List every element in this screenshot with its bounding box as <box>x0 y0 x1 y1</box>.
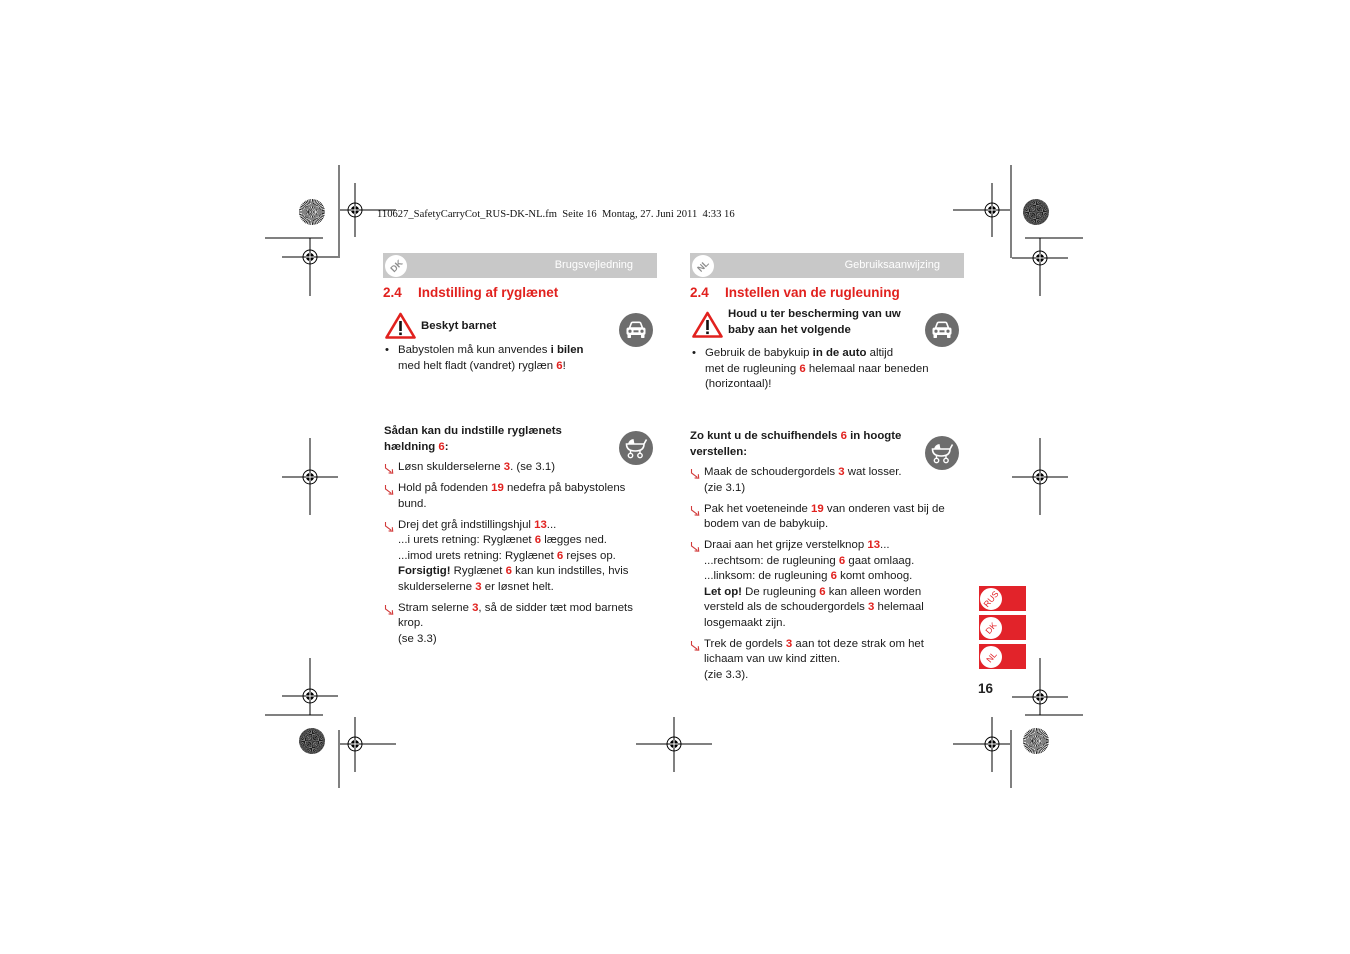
text-run: (zie 3.3). <box>704 668 749 681</box>
text-line <box>704 585 945 601</box>
part-number-ref: 6 <box>840 430 847 442</box>
step-arrow-icon <box>690 468 701 479</box>
part-number-ref: 6 <box>556 549 564 562</box>
language-tab-badge <box>979 587 1003 611</box>
text-line <box>704 465 945 481</box>
step-text <box>398 518 633 596</box>
text-run: er løsnet helt. <box>481 580 554 593</box>
text-line <box>704 616 945 632</box>
text-run: skulderselerne <box>398 580 476 593</box>
part-number-ref: 3 <box>785 637 793 650</box>
text-line <box>704 538 945 554</box>
registration-mark <box>953 717 1010 772</box>
step-item <box>384 481 633 512</box>
step-text <box>704 465 945 496</box>
text-run: med helt fladt (vandret) ryglæn <box>398 359 557 372</box>
text-run: lægges ned. <box>541 534 607 546</box>
text-line <box>704 502 945 518</box>
manual-title: Brugsvejledning <box>554 259 633 271</box>
text-run: helemaal naar beneden <box>805 362 929 375</box>
part-number-ref: 13 <box>867 539 881 551</box>
text-run: Løsn skulderselerne <box>398 461 504 473</box>
registration-mark <box>953 183 1010 237</box>
language-badge-label: NL <box>695 257 711 274</box>
part-number-ref: 3 <box>868 601 875 613</box>
text-run: Maak de schoudergordels <box>704 466 839 478</box>
car-icon <box>619 313 653 347</box>
step-item <box>690 538 945 631</box>
part-number-ref: 6 <box>838 554 846 567</box>
text-run: rejses op. <box>563 549 616 562</box>
text-run: losgemaakt zijn. <box>704 616 786 629</box>
step-text <box>398 460 633 476</box>
section-heading <box>383 285 558 301</box>
text-line <box>398 533 633 549</box>
step-arrow-icon <box>384 484 395 495</box>
text-run: wat losser. <box>844 466 902 478</box>
bold-text: Houd u ter bescherming van uw <box>728 308 901 320</box>
text-run: Trek de gordels <box>704 637 786 650</box>
step-text <box>704 538 945 631</box>
text-run: aan tot deze strak om het <box>792 637 924 650</box>
text-run: Ryglænet <box>450 565 506 577</box>
part-number-ref: 19 <box>811 502 824 515</box>
bold-text: verstellen: <box>690 445 747 458</box>
starburst-target <box>1023 199 1049 225</box>
text-run: gaat omlaag. <box>845 554 915 567</box>
text-run: ...i urets retning: Ryglænet <box>398 534 535 546</box>
warning-triangle-icon <box>692 311 723 338</box>
section-heading <box>690 285 900 301</box>
text-run: kan kun indstilles, hvis <box>511 565 629 577</box>
text-run: versteld als de schoudergordels <box>704 601 868 613</box>
starburst-target <box>299 199 325 225</box>
text-line <box>704 600 945 616</box>
text-line <box>398 580 633 596</box>
text-line <box>398 497 633 513</box>
language-tab-badge <box>979 616 1003 640</box>
text-run: bund. <box>398 497 427 510</box>
warning-text <box>728 307 901 338</box>
text-line <box>398 359 584 375</box>
page-number: 16 <box>978 681 994 696</box>
warning-triangle-icon <box>385 312 416 339</box>
text-line <box>704 554 945 570</box>
text-line <box>704 668 945 684</box>
step-arrow-icon <box>384 604 395 615</box>
text-run: (se 3.3) <box>398 632 437 645</box>
text-run: (horizontaal)! <box>705 378 772 390</box>
bold-text: Beskyt barnet <box>421 320 497 332</box>
text-run: met de rugleuning <box>705 362 800 375</box>
language-tab-label: NL <box>983 649 999 664</box>
starburst-target <box>1023 728 1049 754</box>
section-header-bar <box>690 253 964 278</box>
text-run: Draai aan het grijze verstelknop <box>704 539 868 551</box>
language-tab-rus <box>979 586 1026 611</box>
bold-text: : <box>444 440 449 453</box>
section-header-bar <box>383 253 657 278</box>
text-line <box>690 429 901 445</box>
text-run: Gebruik de babykuip <box>705 347 813 359</box>
language-badge <box>385 255 407 277</box>
manual-title: Gebruiksaanwijzing <box>844 259 940 271</box>
section-title: Instellen van de rugleuning <box>725 285 900 300</box>
part-number-ref: 3 <box>472 601 479 614</box>
step-text <box>704 502 945 533</box>
text-run: Babystolen må kun anvendes <box>398 344 551 356</box>
text-run: Stram selerne <box>398 601 473 614</box>
registration-mark <box>1012 438 1068 515</box>
registration-mark <box>340 717 396 772</box>
language-tab-badge <box>979 645 1003 669</box>
text-run: De rugleuning <box>741 585 820 598</box>
text-line <box>690 445 901 461</box>
text-run: Drej det grå indstillingshjul <box>398 518 535 531</box>
step-item <box>690 502 945 533</box>
bold-text: Forsigtig! <box>398 565 451 577</box>
text-run: (zie 3.1) <box>704 481 746 494</box>
bold-text: in hoogte <box>846 430 902 442</box>
bullet-item <box>692 346 929 393</box>
car-icon <box>925 313 959 347</box>
text-run: Pak het voeteneinde <box>704 502 812 515</box>
section-number: 2.4 <box>690 285 709 300</box>
bold-text: Sådan kan du indstille ryglænets <box>384 425 562 437</box>
text-run: ...rechtsom: de rugleuning <box>704 554 839 567</box>
bold-text: baby aan het volgende <box>728 323 851 336</box>
part-number-ref: 6 <box>556 359 563 372</box>
step-arrow-icon <box>690 541 701 552</box>
bold-text: i bilen <box>550 344 584 356</box>
part-number-ref: 6 <box>534 534 542 546</box>
section-number: 2.4 <box>383 285 402 300</box>
text-run: helemaal <box>874 601 924 613</box>
part-number-ref: 19 <box>491 482 504 494</box>
text-line <box>398 601 633 617</box>
language-badge-label: DK <box>387 257 405 274</box>
text-line <box>398 481 633 497</box>
step-text <box>398 601 633 648</box>
text-run: Hold på fodenden <box>398 482 492 494</box>
text-line <box>398 343 584 359</box>
registration-mark <box>282 438 338 515</box>
text-line <box>704 517 945 533</box>
text-run: komt omhoog. <box>836 570 913 582</box>
text-line <box>398 460 633 476</box>
text-run: krop. <box>398 617 424 629</box>
language-badge <box>692 255 714 277</box>
starburst-target <box>299 728 325 754</box>
language-tab-dk <box>979 615 1026 640</box>
text-line <box>704 652 945 668</box>
text-line <box>728 307 901 323</box>
step-item <box>384 518 633 596</box>
text-line <box>704 637 945 653</box>
text-run: kan alleen worden <box>825 585 922 598</box>
text-line <box>398 632 633 648</box>
part-number-ref: 6 <box>830 570 837 582</box>
text-run: ! <box>562 359 566 372</box>
step-arrow-icon <box>384 521 395 532</box>
text-run: ... <box>880 539 890 551</box>
bold-text: Zo kunt u de schuifhendels <box>690 430 841 442</box>
text-line <box>705 362 929 378</box>
part-number-ref: 6 <box>799 362 806 375</box>
text-line <box>398 564 633 580</box>
bold-text: hældning <box>384 440 439 453</box>
instruction-subheading <box>690 429 901 460</box>
text-run: . (se 3.1) <box>510 461 556 473</box>
language-tab-label: DK <box>983 619 999 636</box>
text-run: altijd <box>866 347 894 359</box>
text-run: ...imod urets retning: Ryglænet <box>398 549 557 562</box>
text-run: van onderen vast bij de <box>823 502 945 515</box>
step-text <box>704 637 945 684</box>
step-list <box>690 465 945 689</box>
registration-mark <box>282 658 338 715</box>
text-line <box>398 518 633 534</box>
bold-text: Let op! <box>704 585 742 598</box>
text-line <box>705 346 929 362</box>
text-run: bodem van de babykuip. <box>704 518 829 530</box>
part-number-ref: 6 <box>438 440 445 453</box>
bold-text: in de auto <box>812 347 867 359</box>
text-run: ... <box>546 518 557 531</box>
text-line <box>384 424 562 440</box>
text-line <box>398 549 633 565</box>
step-arrow-icon <box>690 640 701 651</box>
step-item <box>384 601 633 648</box>
step-arrow-icon <box>384 463 395 474</box>
instruction-subheading <box>384 424 562 455</box>
registration-mark <box>1012 238 1068 296</box>
registration-mark <box>636 717 712 772</box>
part-number-ref: 6 <box>819 585 826 598</box>
warning-text <box>421 319 496 335</box>
text-line <box>705 377 929 393</box>
step-item <box>690 637 945 684</box>
part-number-ref: 3 <box>475 580 482 593</box>
text-run: lichaam van uw kind zitten. <box>704 653 841 665</box>
text-run: ...linksom: de rugleuning <box>704 570 831 582</box>
section-title: Indstilling af ryglænet <box>418 285 559 300</box>
part-number-ref: 13 <box>534 518 547 531</box>
language-tab-nl <box>979 644 1026 669</box>
text-run: nedefra på babystolens <box>503 482 626 494</box>
file-info-line: 110627_SafetyCarryCot_RUS-DK-NL.fm Seite 16 Montag, 27. Juni 2011 4:33 16 <box>377 209 735 220</box>
text-line <box>421 319 496 335</box>
step-arrow-icon <box>690 505 701 516</box>
text-run: , så de sidder tæt mod barnets <box>478 601 633 614</box>
language-tab-label: RUS <box>981 588 1001 609</box>
step-item <box>384 460 633 476</box>
step-list <box>384 460 633 653</box>
part-number-ref: 3 <box>838 466 845 478</box>
step-item <box>690 465 945 496</box>
registration-mark <box>282 238 338 296</box>
text-line <box>704 569 945 585</box>
text-line <box>398 616 633 632</box>
text-line <box>384 440 562 456</box>
step-text <box>398 481 633 512</box>
part-number-ref: 3 <box>503 461 511 473</box>
text-line <box>728 323 901 339</box>
bullet-item <box>385 343 584 374</box>
text-line <box>704 481 945 497</box>
part-number-ref: 6 <box>505 565 512 577</box>
